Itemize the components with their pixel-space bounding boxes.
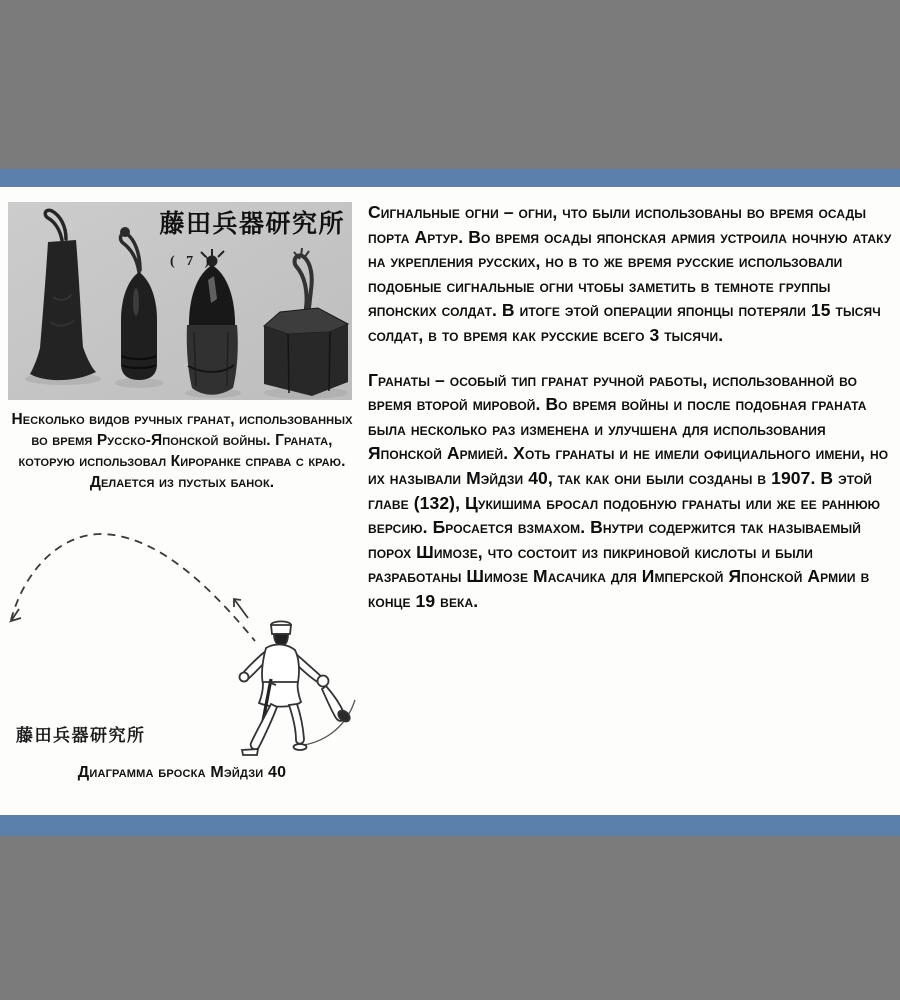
paragraph-signal-fires: Сигнальные огни – огни, что были использованы во время осады порта Артур. Во время осады японская армия устроила ночную атаку на укрепления русских, но в то же время русские использовали подобные сигнальные огни чтобы заметить в темноте группы японских солдат. В итоге этой операции японцы потеряли 15 тысяч солдат, в то время как русские всего 3 тысячи. (368, 202, 892, 345)
text-column (368, 200, 898, 634)
left-column (8, 202, 356, 782)
grenades-photo (8, 202, 352, 400)
photo-plate-number: ( 7 ) (170, 254, 214, 269)
paragraph-grenades: Гранаты – особый тип гранат ручной работы, использованной во время второй мировой. Во время войны и после подобная граната была несколько раз изменена и улучшена для использования Японской Армией. Хоть гранаты и не имели официального имени, но их называли Мэйдзи 40, так как они были созданы в 1907. В этой главе (132), Цукишима бросал подобную гранаты или же ее раннюю версию. Бросается взмахом. Внутри содержится так называемый порох Шимозе, что состоит из пикриновой кислоты и были разработаны Шимозе Масачика для Имперской Японской Армии в конце 19 века. (368, 369, 889, 611)
bottom-divider-bar (0, 815, 900, 836)
photo-jp-heading: 藤田兵器研究所 (159, 211, 345, 238)
page-content-area (0, 187, 900, 815)
throw-diagram (8, 514, 358, 759)
top-divider-bar (0, 169, 900, 187)
photo-caption: Несколько видов ручных гранат, использованных во время Русско-Японской войны. Граната, которую использовал Кироранке справа с краю. Делается из пустых банок. (11, 411, 353, 491)
diagram-jp-label: 藤田兵器研究所 (16, 726, 146, 745)
diagram-caption: Диаграмма броска Мэйдзи 40 (77, 764, 287, 781)
